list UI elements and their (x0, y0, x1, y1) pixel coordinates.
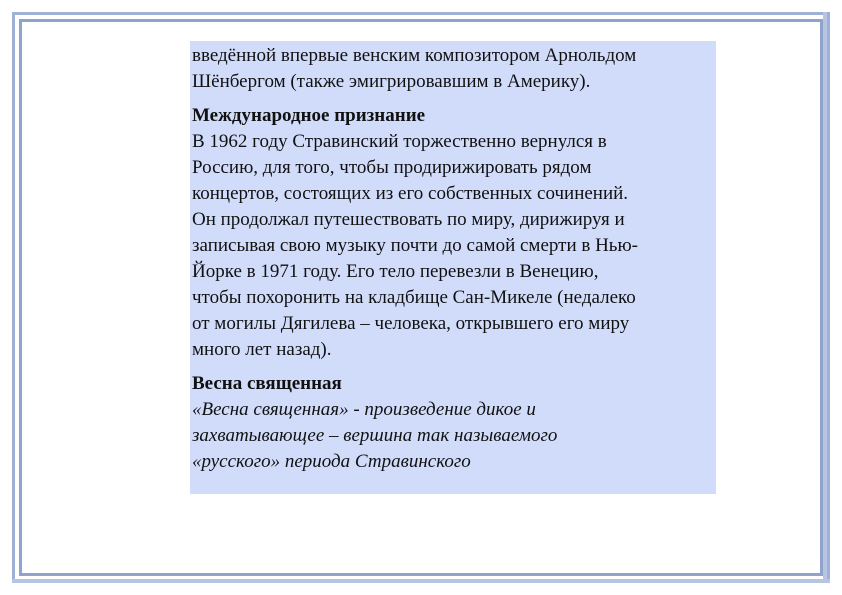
frame-shadow-bottom (12, 579, 830, 583)
text-box (190, 41, 716, 494)
section-heading-international-recognition: Международное признание (192, 105, 426, 126)
section-body-rite-of-spring: «Весна священная» - произведение дикое и захватывающее – вершина так называемого «русского» периода Стравинского (192, 399, 558, 472)
section-body-international-recognition: В 1962 году Стравинский торжественно вернулся в Россию, для того, чтобы продирижировать рядом концертов, состоящих из его собственных сочинений. Он продолжал путешествовать по миру, дирижируя и записывая свою музыку почти до самой смерти в Нью- Йорке в 1971 году. Его тело перевезли в Венецию, чтобы похоронить на кладбище Сан-Микеле (недалеко от могилы Дягилева – человека, открывшего его миру много лет назад). (192, 131, 638, 360)
intro-paragraph: введённой впервые венским композитором Арнольдом Шёнбергом (также эмигрировавшим в Америку). (192, 45, 637, 92)
frame-shadow-right (823, 12, 827, 583)
section-heading-rite-of-spring: Весна священная (192, 373, 342, 394)
